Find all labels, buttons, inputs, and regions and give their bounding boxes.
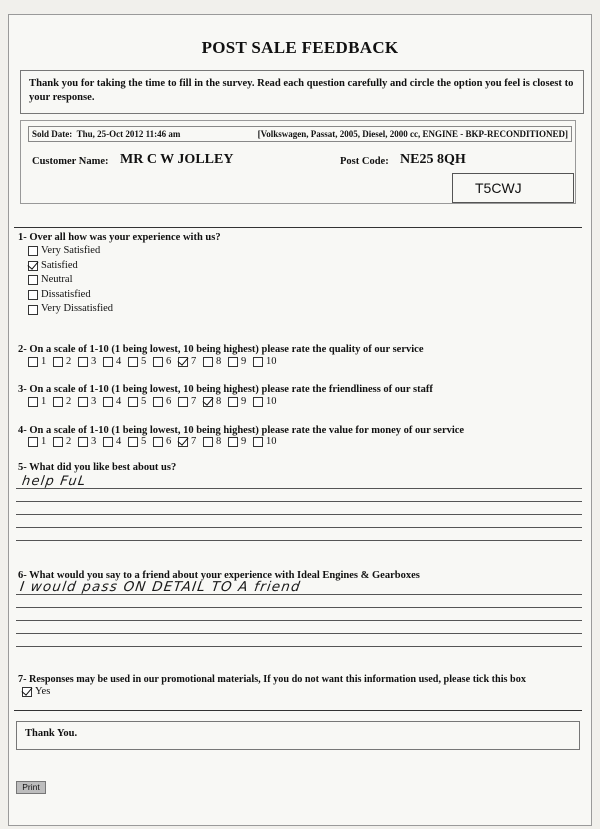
q3-scale-option[interactable] <box>128 396 153 407</box>
q2-scale-checkbox[interactable] <box>78 357 88 367</box>
q4-scale-label: 5 <box>141 436 147 447</box>
sold-date-label: Sold Date: <box>32 129 73 139</box>
q2-scale-label: 5 <box>141 356 147 367</box>
q3-scale-label: 6 <box>166 396 172 407</box>
q2-scale-label: 7 <box>191 356 197 367</box>
q2-scale-checkbox[interactable] <box>28 357 38 367</box>
registration-box: T5CWJ <box>452 173 574 203</box>
q4-scale-checkbox[interactable] <box>128 437 138 447</box>
q4-scale-label: 3 <box>91 436 97 447</box>
q2-scale-label: 4 <box>116 356 122 367</box>
customer-name-value: MR C W JOLLEY <box>120 152 234 167</box>
q2-scale-option[interactable] <box>253 356 283 367</box>
q3-scale-option[interactable] <box>28 396 53 407</box>
question-7: 7- Responses may be used in our promotional materials, If you do not want this information used, please tick this box <box>18 674 526 685</box>
q3-scale-option[interactable] <box>78 396 103 407</box>
question-6-answer[interactable]: I would pass ON DETAIL TO A friend <box>18 579 303 595</box>
q1-option[interactable] <box>28 259 113 274</box>
question-5: 5- What did you like best about us? <box>18 462 177 473</box>
q2-scale-option[interactable] <box>78 356 103 367</box>
q2-scale-option[interactable] <box>178 356 203 367</box>
q4-scale-option[interactable] <box>78 436 103 447</box>
q3-scale-checkbox[interactable] <box>153 397 163 407</box>
q1-checkbox[interactable] <box>28 261 38 271</box>
q1-option[interactable] <box>28 244 113 259</box>
q1-option[interactable] <box>28 273 113 288</box>
q4-scale-checkbox[interactable] <box>153 437 163 447</box>
question-5-answer[interactable]: help FuL <box>20 474 88 489</box>
question-1-options <box>28 244 113 317</box>
q2-scale-checkbox[interactable] <box>53 357 63 367</box>
q4-scale-option[interactable] <box>28 436 53 447</box>
q3-scale-option[interactable] <box>203 396 228 407</box>
q2-scale-option[interactable] <box>28 356 53 367</box>
q4-scale-label: 2 <box>66 436 72 447</box>
q2-scale-option[interactable] <box>53 356 78 367</box>
q1-option-label: Neutral <box>41 274 73 286</box>
question-3-scale <box>28 396 283 407</box>
q4-scale-checkbox[interactable] <box>78 437 88 447</box>
checkbox-yes[interactable] <box>22 687 32 697</box>
q4-scale-option[interactable] <box>203 436 228 447</box>
q3-scale-option[interactable] <box>253 396 283 407</box>
q1-checkbox[interactable] <box>28 290 38 300</box>
divider <box>14 227 582 228</box>
q3-scale-label: 3 <box>91 396 97 407</box>
q3-scale-option[interactable] <box>53 396 78 407</box>
q4-scale-label: 10 <box>266 436 277 447</box>
q3-scale-checkbox[interactable] <box>78 397 88 407</box>
q2-scale-label: 8 <box>216 356 222 367</box>
q3-scale-checkbox[interactable] <box>128 397 138 407</box>
q1-option-label: Very Dissatisfied <box>41 303 114 315</box>
question-2: 2- On a scale of 1-10 (1 being lowest, 10 being highest) please rate the quality of our service <box>18 344 424 355</box>
q3-scale-checkbox[interactable] <box>253 397 263 407</box>
divider <box>14 710 582 711</box>
q1-option-label: Dissatisfied <box>41 288 91 300</box>
q3-scale-label: 9 <box>241 396 247 407</box>
q3-scale-label: 2 <box>66 396 72 407</box>
q2-scale-label: 10 <box>266 356 277 367</box>
q4-scale-label: 6 <box>166 436 172 447</box>
q4-scale-option[interactable] <box>153 436 178 447</box>
q4-scale-checkbox[interactable] <box>103 437 113 447</box>
customer-name-label: Customer Name: <box>32 156 109 167</box>
q2-scale-option[interactable] <box>103 356 128 367</box>
q3-scale-checkbox[interactable] <box>103 397 113 407</box>
q4-scale-label: 8 <box>216 436 222 447</box>
q4-scale-label: 9 <box>241 436 247 447</box>
post-code-label: Post Code: <box>340 156 389 167</box>
print-button[interactable]: Print <box>16 781 46 794</box>
q4-scale-label: 1 <box>41 436 47 447</box>
q3-scale-checkbox[interactable] <box>178 397 188 407</box>
thank-you-box: Thank You. <box>16 721 580 750</box>
q2-scale-checkbox[interactable] <box>103 357 113 367</box>
q1-option-label: Very Satisfied <box>41 245 101 256</box>
q2-scale-label: 6 <box>166 356 172 367</box>
q4-scale-option[interactable] <box>53 436 78 447</box>
q2-scale-option[interactable] <box>153 356 178 367</box>
q3-scale-checkbox[interactable] <box>53 397 63 407</box>
checkbox-yes-label: Yes <box>35 686 51 697</box>
q4-scale-option[interactable] <box>253 436 283 447</box>
q4-scale-option[interactable] <box>128 436 153 447</box>
q3-scale-label: 4 <box>116 396 122 407</box>
q4-scale-checkbox[interactable] <box>178 437 188 447</box>
q2-scale-option[interactable] <box>203 356 228 367</box>
q4-scale-checkbox[interactable] <box>203 437 213 447</box>
q2-scale-label: 2 <box>66 356 72 367</box>
q4-scale-checkbox[interactable] <box>28 437 38 447</box>
q1-option[interactable] <box>28 288 113 303</box>
question-6: 6- What would you say to a friend about your experience with Ideal Engines & Gearboxes <box>18 570 420 581</box>
question-3: 3- On a scale of 1-10 (1 being lowest, 10 being highest) please rate the friendliness of our staff <box>18 384 433 395</box>
question-6-answer-lines <box>16 594 582 659</box>
q2-scale-checkbox[interactable] <box>178 357 188 367</box>
question-4-scale <box>28 436 283 447</box>
sale-line <box>28 126 572 142</box>
q3-scale-option[interactable] <box>178 396 203 407</box>
q2-scale-checkbox[interactable] <box>228 357 238 367</box>
q3-scale-label: 7 <box>191 396 197 407</box>
q3-scale-checkbox[interactable] <box>203 397 213 407</box>
q1-checkbox[interactable] <box>28 275 38 285</box>
q4-scale-checkbox[interactable] <box>53 437 63 447</box>
question-7-option[interactable] <box>22 686 50 697</box>
q2-scale-option[interactable] <box>128 356 153 367</box>
q4-scale-checkbox[interactable] <box>253 437 263 447</box>
q1-option[interactable] <box>28 302 113 317</box>
q3-scale-label: 1 <box>41 396 47 407</box>
question-2-scale <box>28 356 283 367</box>
q1-checkbox[interactable] <box>28 305 38 315</box>
q3-scale-option[interactable] <box>228 396 253 407</box>
q1-option-label: Satisfied <box>41 259 78 271</box>
question-5-answer-lines <box>16 488 582 553</box>
q3-scale-option[interactable] <box>153 396 178 407</box>
q2-scale-checkbox[interactable] <box>153 357 163 367</box>
q3-scale-checkbox[interactable] <box>228 397 238 407</box>
q2-scale-label: 3 <box>91 356 97 367</box>
q4-scale-option[interactable] <box>178 436 203 447</box>
vehicle-description: [Volkswagen, Passat, 2005, Diesel, 2000 cc, ENGINE - BKP-RECONDITIONED] <box>257 129 568 139</box>
q3-scale-label: 8 <box>216 396 222 407</box>
question-1: 1- Over all how was your experience with us? <box>18 232 221 243</box>
question-4: 4- On a scale of 1-10 (1 being lowest, 10 being highest) please rate the value for money of our service <box>18 425 465 436</box>
q2-scale-option[interactable] <box>228 356 253 367</box>
q2-scale-label: 1 <box>41 356 47 367</box>
q2-scale-checkbox[interactable] <box>128 357 138 367</box>
q3-scale-label: 5 <box>141 396 147 407</box>
post-code-value: NE25 8QH <box>400 152 466 167</box>
q3-scale-label: 10 <box>266 396 277 407</box>
q4-scale-label: 7 <box>191 436 197 447</box>
q1-checkbox[interactable] <box>28 246 38 256</box>
q3-scale-checkbox[interactable] <box>28 397 38 407</box>
sold-date-value: Thu, 25-Oct 2012 11:46 am <box>76 129 181 139</box>
q4-scale-checkbox[interactable] <box>228 437 238 447</box>
q4-scale-label: 4 <box>116 436 122 447</box>
q4-scale-option[interactable] <box>228 436 253 447</box>
page-title: POST SALE FEEDBACK <box>201 38 399 57</box>
q2-scale-checkbox[interactable] <box>253 357 263 367</box>
q2-scale-checkbox[interactable] <box>203 357 213 367</box>
q2-scale-label: 9 <box>241 356 247 367</box>
intro-text: Thank you for taking the time to fill in the survey. Read each question carefully and circle the option you feel is closest to your response. <box>20 70 584 114</box>
q4-scale-option[interactable] <box>103 436 128 447</box>
q3-scale-option[interactable] <box>103 396 128 407</box>
